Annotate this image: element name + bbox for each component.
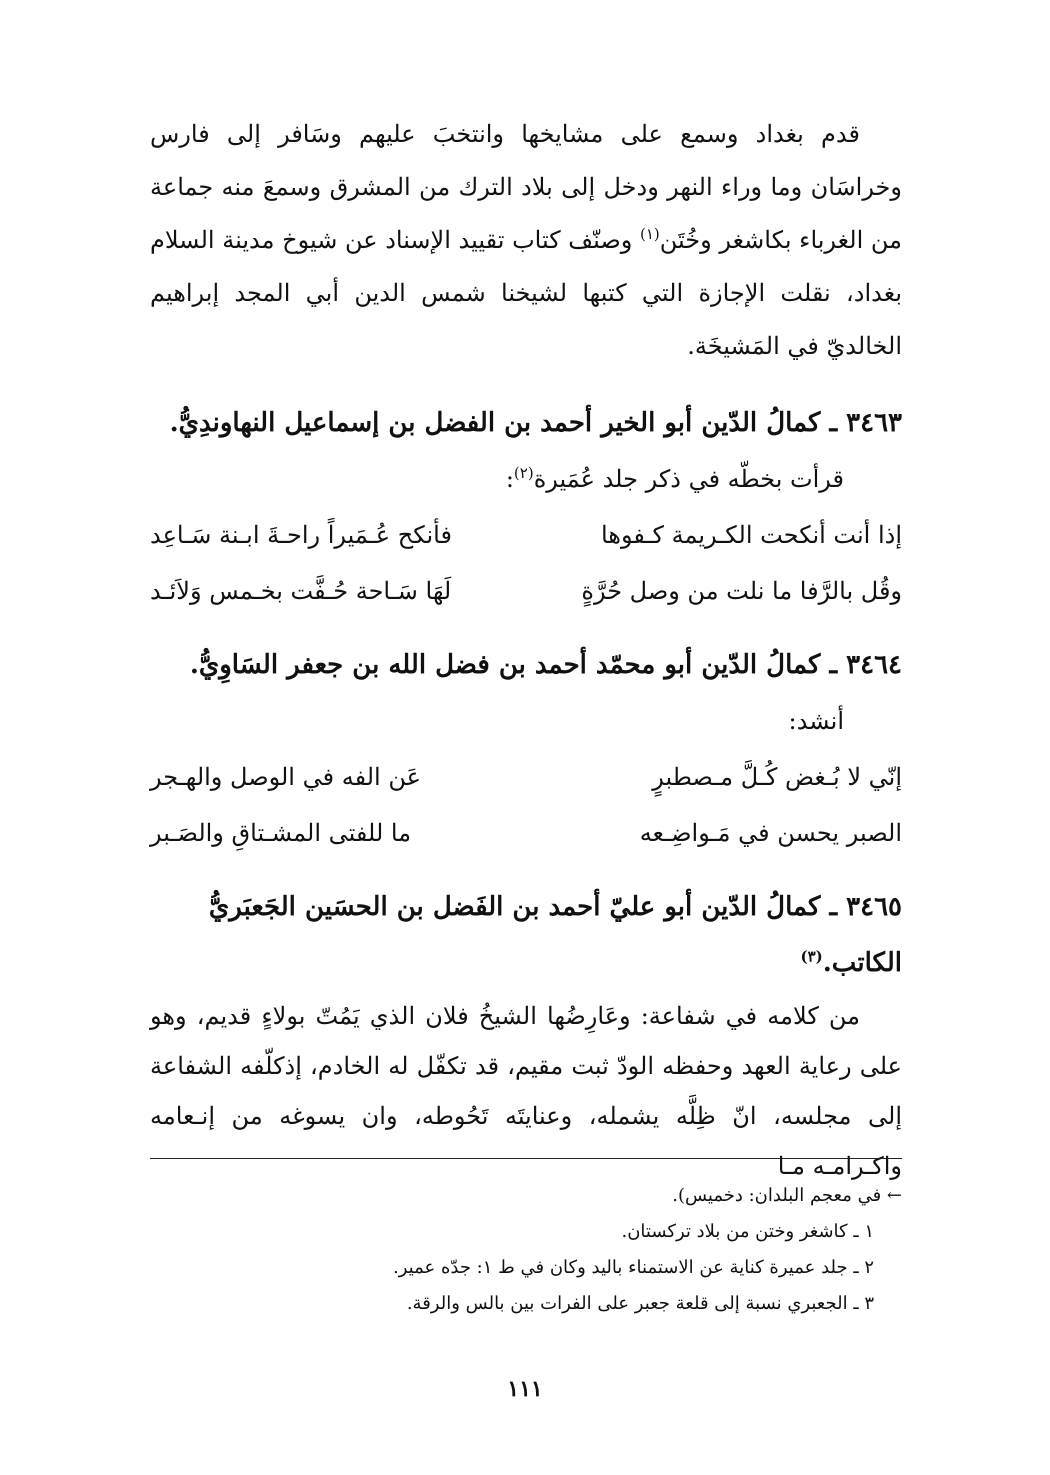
entry-intro bbox=[150, 451, 902, 507]
intro-paragraph-text: قدم بغداد وسمع على مشايخها وانتخبَ عليهم وسَافر إلى فارس وخراسَان وما وراء النهر ودخل إلى بلاد الترك من المشرق وسمعَ منه جماعة من الغرباء بكاشغر وخُتَن bbox=[150, 120, 902, 254]
intro-paragraph bbox=[150, 108, 902, 373]
verse-first-hemistich: إذا أنت أنكحت الكـريمة كـفوها bbox=[600, 521, 902, 549]
verse-second-hemistich: ما للفتى المشـتاقِ والصَـبر bbox=[150, 819, 412, 847]
verse-second-hemistich: لَهَا سَـاحة حُـفَّت بخـمس وَلاَئـد bbox=[150, 577, 452, 605]
verse-second-hemistich: فأنكح عُـمَيراً راحـةَ ابـنة سَـاعِد bbox=[150, 521, 452, 549]
page-number: ١١١ bbox=[507, 1376, 543, 1402]
entry-3463 bbox=[150, 395, 902, 619]
entry-3465 bbox=[150, 879, 902, 1191]
footnote-marker-1: (١) bbox=[639, 225, 660, 243]
entry-title bbox=[150, 879, 902, 991]
footnote-continuation: ← في معجم البلدان: دخميس). bbox=[672, 1185, 902, 1206]
verse-line bbox=[150, 563, 902, 619]
entry-intro-text: قرأت بخطّه في ذكر جلد عُمَيرة bbox=[533, 465, 844, 493]
verse-line bbox=[150, 805, 902, 861]
verse-line bbox=[150, 507, 902, 563]
footnote-3: ٣ ـ الجعبري نسبة إلى قلعة جعبر على الفرات بين بالس والرقة. bbox=[406, 1293, 874, 1314]
entry-intro-colon: : bbox=[505, 465, 514, 493]
footnote-divider bbox=[150, 1158, 902, 1159]
intro-paragraph-text-cont: وصنّف كتاب تقييد الإسناد عن شيوخ مدينة السلام بغداد، نقلت الإجازة التي كتبها لشيخنا شمس الدين أبي المجد إبراهيم الخالديّ في المَشيخَة. bbox=[150, 226, 902, 360]
verse-first-hemistich: الصبر يحسن في مَـواضِـعه bbox=[639, 819, 902, 847]
page-body bbox=[150, 108, 902, 1191]
entry-intro: أنشد: bbox=[788, 707, 844, 735]
footnote-2: ٢ ـ جلد عميرة كناية عن الاستمناء باليد وكان في ط ١: جدّه عمير. bbox=[392, 1257, 874, 1278]
entry-paragraph: من كلامه في شفاعة: وعَارِضُها الشيخُ فلان الذي يَمُتّ بولاءٍ قديم، وهو على رعاية العهد وحفظه الودّ ثبت مقيم، قد تكفّل له الخادم، إذكلّفه الشفاعة إلى مجلسه، انّ ظِلَّه يشمله، وعنايتَه تَحُوطه، وان يسوغه من إنـعامه واكـرامـه مـا bbox=[150, 1002, 902, 1180]
verse-first-hemistich: إنّي لا بُـغض كُـلَّ مـصطبرٍ bbox=[652, 763, 902, 791]
entry-3464 bbox=[150, 637, 902, 861]
verse-line bbox=[150, 749, 902, 805]
entry-title: ٣٤٦٤ ـ كمالُ الدّين أبو محمّد أحمد بن فضل الله بن جعفر السَاوِيُّ. bbox=[189, 650, 902, 680]
entry-title: ٣٤٦٣ ـ كمالُ الدّين أبو الخير أحمد بن الفضل بن إسماعيل النهاوندِيُّ. bbox=[169, 408, 902, 438]
footnote-1: ١ ـ كاشغر وختن من بلاد تركستان. bbox=[621, 1221, 874, 1242]
footnote-marker-3: (٣) bbox=[800, 947, 823, 966]
verse-first-hemistich: وقُل بالرَّفا ما نلت من وصل حُرَّةٍ bbox=[581, 577, 902, 605]
footnote-marker-2: (٢) bbox=[513, 464, 534, 482]
entry-title-text: ٣٤٦٥ ـ كمالُ الدّين أبو عليّ أحمد بن الفَضل بن الحسَين الجَعبَريُّ الكاتب. bbox=[208, 892, 902, 978]
footnotes bbox=[150, 1178, 902, 1322]
verse-second-hemistich: عَن الفه في الوصل والهـجر bbox=[150, 763, 421, 791]
